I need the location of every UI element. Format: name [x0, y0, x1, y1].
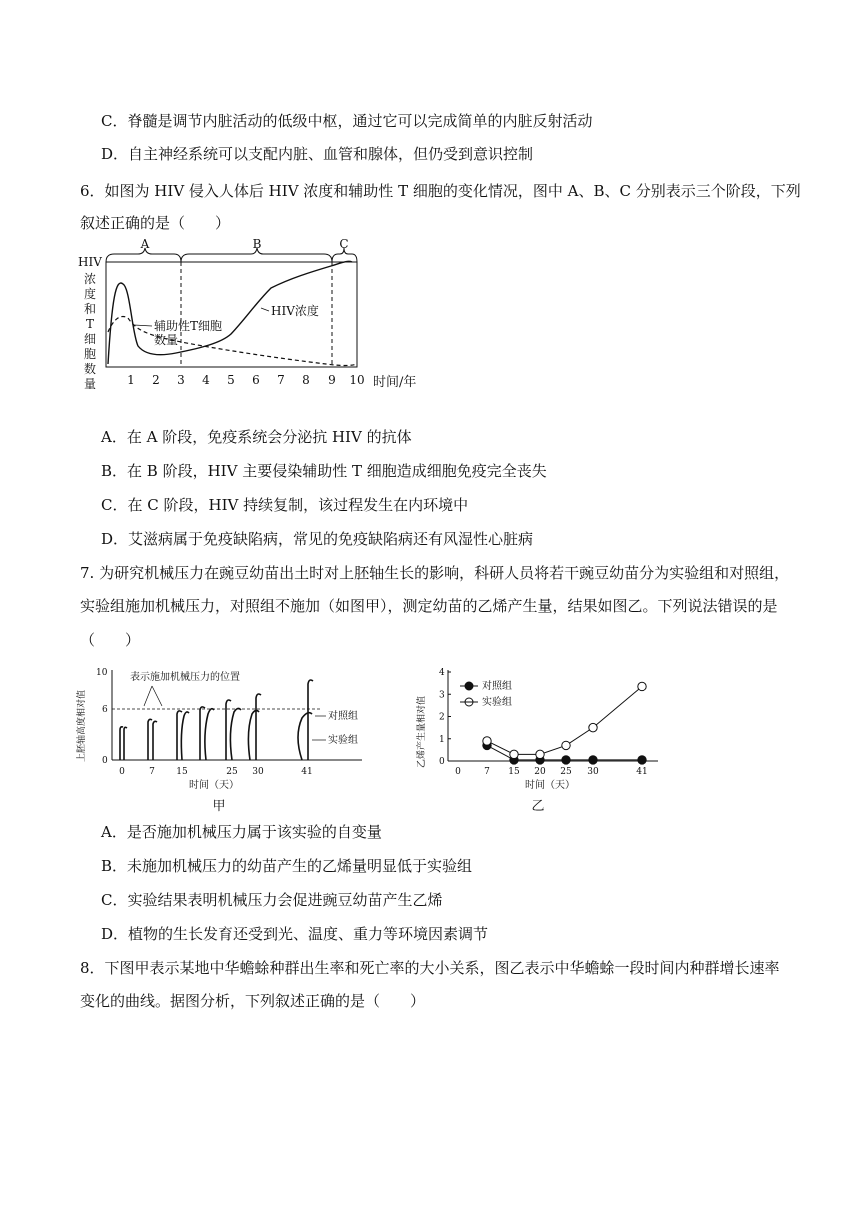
yi-xtick: 30: [587, 767, 599, 777]
hiv-xtick: 4: [202, 373, 210, 387]
jia-exp-label: 实验组: [328, 735, 358, 746]
point-experiment: [589, 723, 597, 731]
hiv-xtick: 9: [328, 373, 336, 387]
yi-xtick: 0: [455, 767, 461, 777]
jia-ytick: 0: [102, 756, 108, 766]
q5-option-d: D．自主神经系统可以支配内脏、血管和腺体，但仍受到意识控制: [101, 145, 534, 163]
seedling-day7: [148, 719, 157, 760]
hiv-xtick: 6: [252, 373, 260, 387]
jia-xtick: 0: [119, 767, 125, 777]
point-experiment: [536, 750, 544, 758]
jia-caption: 甲: [212, 799, 226, 814]
q8-stem-line2: 变化的曲线。据图分析，下列叙述正确的是（ ）: [80, 992, 426, 1010]
jia-xtick: 41: [301, 767, 313, 777]
hiv-xtick: 10: [349, 373, 365, 387]
hiv-figure: [76, 238, 436, 390]
hiv-xtick: 7: [277, 373, 285, 387]
stage-b-label: B: [252, 238, 262, 251]
yi-xtick: 7: [484, 767, 490, 777]
jia-ytick: 6: [102, 705, 108, 715]
hiv-ylabel-char: 度: [84, 287, 97, 301]
jia-ylabel: 上胚轴高度相对值: [77, 689, 87, 762]
point-control: [638, 756, 646, 764]
helper-t-leader: [134, 325, 152, 326]
yi-ytick: 3: [439, 690, 445, 701]
q7-stem-line3: （ ）: [80, 631, 141, 649]
q6-stem-line2: 叙述正确的是（ ）: [80, 214, 231, 232]
jia-annotation: 表示施加机械压力的位置: [130, 672, 240, 683]
q6-option-d: D．艾滋病属于免疫缺陷病，常见的免疫缺陷病还有风湿性心脏病: [101, 530, 534, 548]
yi-ytick: 0: [439, 757, 445, 767]
point-experiment: [638, 682, 646, 690]
q6-option-b: B．在 B 阶段，HIV 主要侵染辅助性 T 细胞造成细胞免疫完全丧失: [101, 462, 547, 480]
q7-option-d: D．植物的生长发育还受到光、温度、重力等环境因素调节: [101, 925, 489, 943]
yi-xtick: 25: [560, 767, 572, 777]
q7-option-b: B．未施加机械压力的幼苗产生的乙烯量明显低于实验组: [101, 857, 473, 875]
hiv-ylabel-char: T: [86, 317, 95, 331]
yi-xtick: 20: [534, 767, 546, 777]
hiv-xtick: 2: [152, 373, 160, 387]
q7-stem-line1: 7. 为研究机械压力在豌豆幼苗出土时对上胚轴生长的影响，科研人员将若干豌豆幼苗分为实验组和对照组，: [80, 564, 790, 582]
hiv-xtick: 3: [177, 373, 185, 387]
q8-stem-line1: 8．下图甲表示某地中华蟾蜍种群出生率和死亡率的大小关系，图乙表示中华蟾蜍一段时间内种群增长速率: [80, 959, 780, 977]
yi-xtick: 41: [636, 767, 648, 777]
jia-control-label: 对照组: [328, 711, 358, 722]
q5-option-c: C．脊髓是调节内脏活动的低级中枢，通过它可以完成简单的内脏反射活动: [101, 112, 593, 130]
seedling-day20: [200, 707, 214, 760]
helper-t-label-line2: 数量: [154, 333, 179, 347]
hiv-ylabel-char: 量: [84, 377, 97, 390]
jia-xtick: 25: [226, 767, 238, 777]
hiv-curve-label: HIV浓度: [271, 304, 319, 318]
point-experiment: [562, 741, 570, 749]
seedling-day30: [248, 694, 261, 760]
point-control: [562, 756, 570, 764]
helper-t-cell-curve: [108, 317, 357, 366]
hiv-xlabel: 时间/年: [373, 375, 417, 390]
q6-stem-line1: 6．如图为 HIV 侵入人体后 HIV 浓度和辅助性 T 细胞的变化情况，图中 A、B、C 分别表示三个阶段，下列: [80, 182, 801, 200]
yi-ytick: 1: [439, 734, 445, 745]
jia-ytick: 10: [96, 668, 108, 678]
q7-option-c: C．实验结果表明机械压力会促进豌豆幼苗产生乙烯: [101, 891, 443, 909]
yi-caption: 乙: [531, 799, 545, 814]
helper-t-label-line1: 辅助性T细胞: [154, 319, 223, 333]
jia-seedlings: [120, 680, 313, 760]
hiv-ylabel-char: 数: [84, 362, 97, 376]
hiv-xtick: 5: [227, 373, 235, 387]
figure-yi-chart: [408, 662, 668, 814]
yi-ytick: 2: [439, 712, 445, 723]
hiv-ylabel-top: HIV: [78, 255, 102, 269]
q6-option-a: A．在 A 阶段，免疫系统会分泌抗 HIV 的抗体: [101, 428, 412, 446]
legend-exp-label: 实验组: [482, 697, 512, 708]
yi-xtick: 15: [508, 767, 520, 777]
figure-jia: [72, 662, 372, 814]
hiv-ylabel-char: 胞: [84, 347, 97, 361]
jia-xtick: 7: [149, 767, 155, 777]
jia-xlabel: 时间（天）: [189, 780, 239, 791]
hiv-ylabel-char: 细: [84, 332, 97, 346]
hiv-curve-leader: [261, 308, 269, 311]
jia-xtick: 30: [252, 767, 264, 777]
seedling-day15: [177, 711, 189, 760]
stage-c-label: C: [339, 238, 349, 251]
legend-control-label: 对照组: [482, 681, 512, 692]
hiv-xtick: 1: [127, 373, 135, 387]
seedling-day41: [298, 680, 313, 760]
hiv-ylabel-char: 浓: [84, 272, 97, 286]
yi-ylabel: 乙烯产生量相对值: [417, 695, 427, 768]
stage-a-label: A: [140, 238, 150, 251]
point-experiment: [483, 737, 491, 745]
q7-option-a: A．是否施加机械压力属于该实验的自变量: [101, 823, 382, 841]
point-experiment: [510, 750, 518, 758]
q7-stem-line2: 实验组施加机械压力，对照组不施加（如图甲），测定幼苗的乙烯产生量，结果如图乙。下列说法错误的是: [80, 597, 778, 615]
hiv-xtick: 8: [302, 373, 310, 387]
q6-option-c: C．在 C 阶段，HIV 持续复制，该过程发生在内环境中: [101, 496, 469, 514]
jia-annotation-pointer: [144, 686, 162, 706]
yi-ytick: 4: [439, 668, 445, 678]
yi-xlabel: 时间（天）: [525, 780, 575, 791]
hiv-xticks: [127, 373, 364, 387]
hiv-ylabel-char: 和: [84, 302, 97, 316]
point-control: [589, 756, 597, 764]
jia-xtick: 15: [176, 767, 188, 777]
seedling-day0: [120, 727, 127, 760]
